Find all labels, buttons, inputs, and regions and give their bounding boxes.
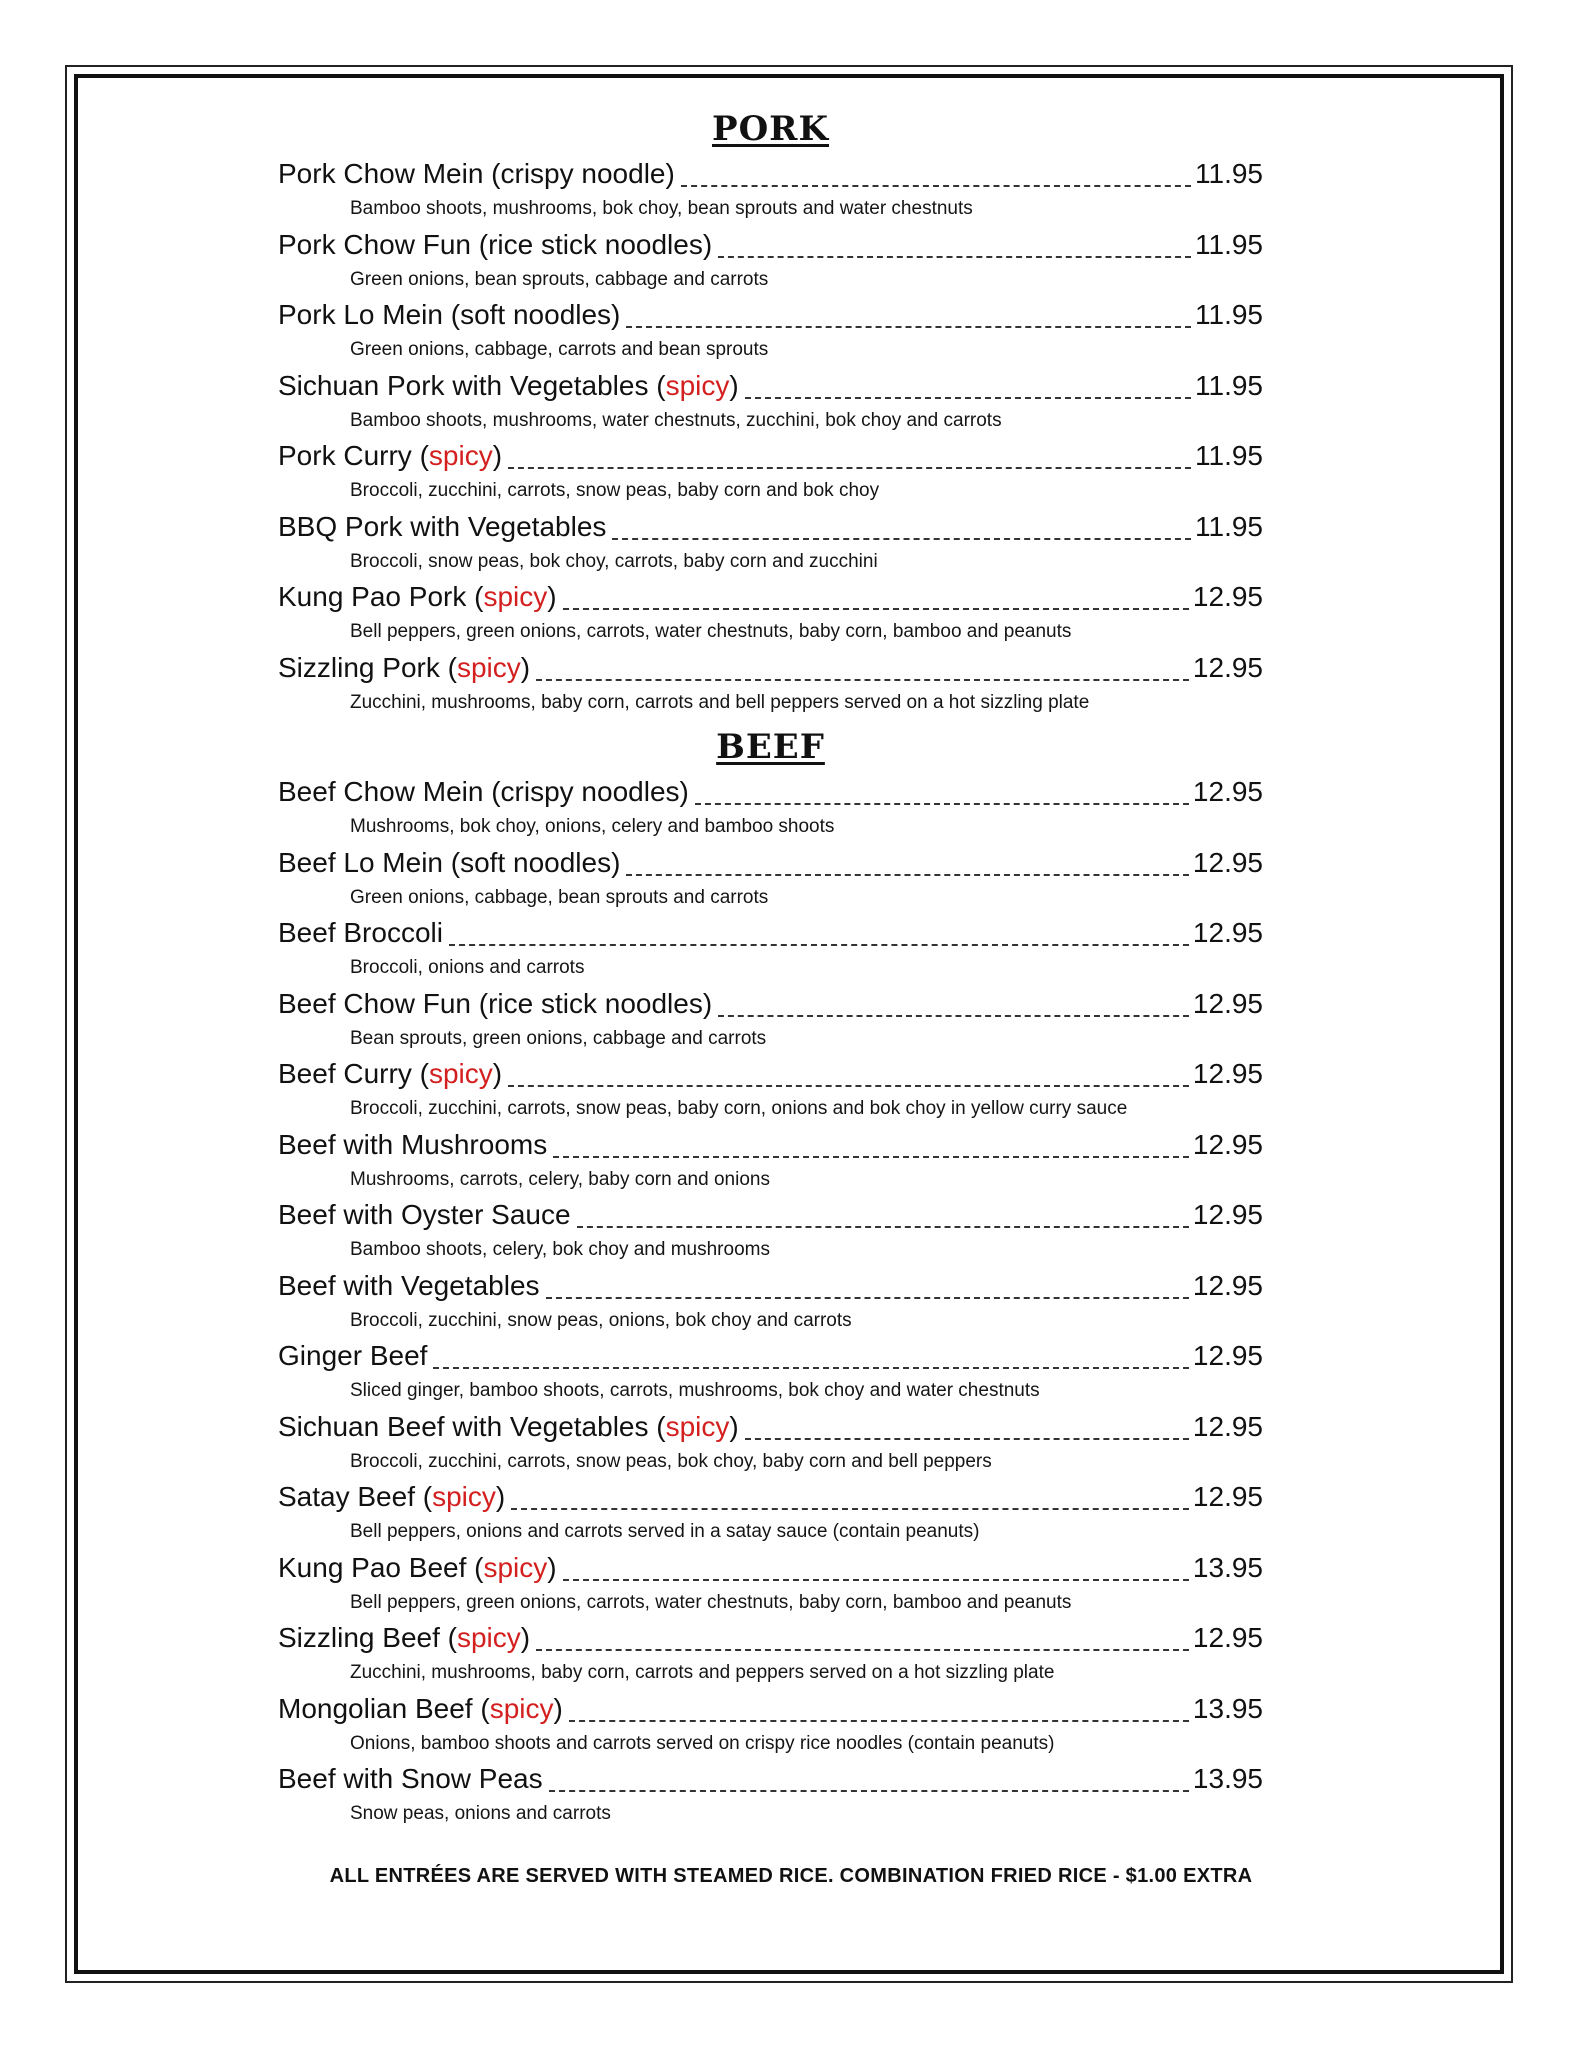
- menu-item-description: Broccoli, onions and carrots: [350, 957, 585, 978]
- menu-item-description: Bamboo shoots, celery, bok choy and mushrooms: [350, 1239, 770, 1260]
- spicy-label: spicy: [665, 369, 730, 401]
- menu-item-name: [278, 1335, 427, 1377]
- menu-item-name: [278, 1194, 571, 1236]
- spicy-label: spicy: [483, 581, 548, 612]
- dotted-leader: [511, 1508, 1189, 1510]
- menu-item-name-text: Sizzling Pork: [278, 651, 440, 683]
- menu-item-name: [278, 1265, 540, 1307]
- menu-item: [278, 1476, 1263, 1547]
- dotted-leader: [695, 803, 1189, 805]
- beef-items: [278, 771, 1263, 1829]
- menu-item-name-text: Sizzling Beef: [278, 1622, 440, 1653]
- menu-item-price: 11.95: [1195, 440, 1263, 471]
- menu-item-description: Broccoli, snow peas, bok choy, carrots, baby corn and zucchini: [350, 550, 878, 572]
- menu-item-description: Bell peppers, onions and carrots served in a satay sauce (contain peanuts): [350, 1521, 980, 1542]
- menu-item-name-text: Beef Chow Mein (crispy noodles): [278, 776, 689, 807]
- menu-item: [278, 771, 1263, 842]
- menu-item-name: Sizzling Beef (spicy): [278, 1622, 531, 1653]
- menu-item: [278, 1194, 1263, 1265]
- menu-item: [278, 1758, 1263, 1829]
- menu-item-name-text: Pork Curry: [278, 440, 412, 471]
- menu-item-name-text: Beef Lo Mein (soft noodles): [278, 846, 621, 878]
- dotted-leader: [577, 1226, 1189, 1228]
- menu-item-description: Broccoli, zucchini, snow peas, onions, bok choy and carrots: [350, 1309, 852, 1331]
- menu-item-price: 12.95: [1192, 987, 1263, 1019]
- menu-item-name: Satay Beef (spicy): [278, 1481, 506, 1512]
- dotted-leader: [433, 1367, 1189, 1369]
- menu-item-description: Broccoli, zucchini, carrots, snow peas, bok choy, baby corn and bell peppers: [350, 1450, 992, 1472]
- menu-item-line: [278, 365, 1263, 407]
- dotted-leader: [569, 1720, 1189, 1722]
- dotted-leader: [745, 397, 1191, 399]
- dotted-leader: [449, 944, 1189, 946]
- menu-item-name: [278, 506, 606, 548]
- menu-item-price: 11.95: [1195, 158, 1263, 189]
- menu-item: [278, 983, 1263, 1054]
- menu-item-name-text: Satay Beef: [278, 1481, 415, 1512]
- menu-item-description: Bamboo shoots, mushrooms, bok choy, bean sprouts and water chestnuts: [350, 198, 973, 219]
- menu-item-name: Sichuan Pork with Vegetables (spicy): [278, 369, 739, 401]
- menu-item-name-text: Pork Chow Fun (rice stick noodles): [278, 228, 713, 260]
- menu-item-price: 13.95: [1192, 1763, 1263, 1794]
- menu-item-line: [278, 294, 1263, 336]
- spicy-label: spicy: [432, 1481, 496, 1512]
- menu-item: [278, 365, 1263, 436]
- menu-item-name-text: Beef with Mushrooms: [278, 1128, 548, 1160]
- menu-item-line: [278, 1406, 1263, 1448]
- dotted-leader: [563, 1579, 1189, 1581]
- menu-item-name-text: BBQ Pork with Vegetables: [278, 510, 607, 542]
- menu-item-description: Zucchini, mushrooms, baby corn, carrots and bell peppers served on a hot sizzling plate: [350, 691, 1090, 713]
- menu-item-line: [278, 1758, 1263, 1800]
- spicy-label: spicy: [428, 440, 493, 471]
- dotted-leader: [681, 185, 1191, 187]
- menu-item-description: Mushrooms, carrots, celery, baby corn and onions: [350, 1168, 770, 1190]
- menu-item-name: [278, 153, 675, 195]
- menu-item-name: [278, 224, 712, 266]
- menu-item-name-text: Beef Curry: [278, 1058, 412, 1089]
- menu-item-name-text: Beef with Oyster Sauce: [278, 1199, 571, 1230]
- dotted-leader: [718, 256, 1191, 258]
- menu-content: [278, 105, 1263, 1829]
- menu-item: [278, 1406, 1263, 1477]
- menu-item-price: 12.95: [1192, 1340, 1263, 1371]
- menu-item: [278, 435, 1263, 506]
- menu-item-price: 13.95: [1192, 1692, 1263, 1724]
- menu-item-description: Bell peppers, green onions, carrots, water chestnuts, baby corn, bamboo and peanuts: [350, 1591, 1072, 1613]
- menu-item-price: 12.95: [1192, 651, 1263, 683]
- spicy-label: spicy: [456, 1622, 521, 1653]
- menu-item-price: 12.95: [1192, 776, 1263, 807]
- spicy-label: spicy: [483, 1551, 548, 1583]
- menu-item-price: 13.95: [1192, 1551, 1263, 1583]
- menu-item: [278, 576, 1263, 647]
- menu-item: [278, 842, 1263, 913]
- spicy-label: spicy: [428, 1058, 493, 1089]
- menu-item-name-text: Pork Chow Mein (crispy noodle): [278, 158, 675, 189]
- menu-item: [278, 224, 1263, 295]
- menu-item-price: 12.95: [1192, 1128, 1263, 1160]
- menu-item-name-text: Kung Pao Beef: [278, 1551, 467, 1583]
- menu-item-description: Bean sprouts, green onions, cabbage and carrots: [350, 1027, 767, 1049]
- menu-item-line: [278, 1617, 1263, 1659]
- menu-item-line: [278, 842, 1263, 884]
- dotted-leader: [745, 1438, 1189, 1440]
- menu-item-name: Sizzling Pork (spicy): [278, 651, 531, 683]
- menu-item-description: Green onions, cabbage, carrots and bean sprouts: [350, 339, 769, 360]
- menu-item-name: Sichuan Beef with Vegetables (spicy): [278, 1410, 739, 1442]
- menu-item-name: Kung Pao Pork (spicy): [278, 581, 557, 612]
- menu-item: [278, 1124, 1263, 1195]
- dotted-leader: [508, 1085, 1189, 1087]
- menu-item-name: [278, 983, 712, 1025]
- menu-item-description: Snow peas, onions and carrots: [350, 1803, 611, 1824]
- menu-item-name-text: Beef Chow Fun (rice stick noodles): [278, 987, 713, 1019]
- section-title-pork: PORK: [712, 109, 829, 149]
- menu-item-name: [278, 1758, 543, 1800]
- menu-item-name-text: Pork Lo Mein (soft noodles): [278, 299, 621, 330]
- dotted-leader: [553, 1156, 1189, 1158]
- menu-item: [278, 1265, 1263, 1336]
- menu-item-name-text: Sichuan Beef with Vegetables: [278, 1410, 649, 1442]
- menu-item-price: 12.95: [1192, 581, 1263, 612]
- menu-item: [278, 912, 1263, 983]
- dotted-leader: [536, 679, 1189, 681]
- menu-item-name: Pork Curry (spicy): [278, 440, 503, 471]
- menu-item-name: [278, 771, 689, 813]
- dotted-leader: [549, 1790, 1189, 1792]
- menu-item-name: [278, 842, 620, 884]
- menu-item: [278, 1547, 1263, 1618]
- menu-item-description: Bamboo shoots, mushrooms, water chestnuts, zucchini, bok choy and carrots: [350, 409, 1002, 431]
- menu-item-description: Green onions, bean sprouts, cabbage and carrots: [350, 268, 769, 290]
- dotted-leader: [546, 1297, 1189, 1299]
- menu-item-description: Broccoli, zucchini, carrots, snow peas, baby corn, onions and bok choy in yellow curry sauce: [350, 1098, 1128, 1119]
- menu-item-name: [278, 294, 620, 336]
- menu-item-name: Mongolian Beef (spicy): [278, 1692, 563, 1724]
- menu-item-name-text: Mongolian Beef: [278, 1692, 473, 1724]
- menu-item-line: [278, 224, 1263, 266]
- menu-item-name: [278, 1124, 547, 1166]
- menu-item-price: 12.95: [1192, 1269, 1263, 1301]
- menu-item: [278, 1053, 1263, 1124]
- dotted-leader: [508, 467, 1191, 469]
- menu-item-name-text: Beef with Snow Peas: [278, 1763, 543, 1794]
- menu-item-description: Onions, bamboo shoots and carrots served on crispy rice noodles (contain peanuts): [350, 1732, 1055, 1754]
- menu-item: [278, 1688, 1263, 1759]
- dotted-leader: [563, 608, 1189, 610]
- dotted-leader: [536, 1649, 1189, 1651]
- menu-item-name: Kung Pao Beef (spicy): [278, 1551, 557, 1583]
- menu-item-price: 12.95: [1192, 1622, 1263, 1653]
- menu-item-price: 12.95: [1192, 846, 1263, 878]
- dotted-leader: [626, 326, 1191, 328]
- dotted-leader: [626, 874, 1189, 876]
- menu-item-price: 11.95: [1195, 299, 1263, 330]
- menu-item-name: Beef Curry (spicy): [278, 1058, 503, 1089]
- dotted-leader: [718, 1015, 1189, 1017]
- menu-item-name-text: Beef Broccoli: [278, 917, 443, 948]
- menu-item-description: Mushrooms, bok choy, onions, celery and bamboo shoots: [350, 816, 835, 837]
- menu-item-price: 12.95: [1192, 1199, 1263, 1230]
- menu-item: [278, 506, 1263, 577]
- menu-item-name-text: Beef with Vegetables: [278, 1269, 540, 1301]
- menu-item-price: 11.95: [1195, 510, 1263, 542]
- menu-item-price: 12.95: [1192, 1058, 1263, 1089]
- pork-items: [278, 153, 1263, 717]
- menu-item-description: Sliced ginger, bamboo shoots, carrots, mushrooms, bok choy and water chestnuts: [350, 1380, 1040, 1401]
- menu-item-line: [278, 1194, 1263, 1236]
- menu-item: [278, 294, 1263, 365]
- menu-item-description: Broccoli, zucchini, carrots, snow peas, baby corn and bok choy: [350, 480, 880, 501]
- menu-item-description: Zucchini, mushrooms, baby corn, carrots and peppers served on a hot sizzling plate: [350, 1662, 1055, 1683]
- spicy-label: spicy: [489, 1692, 554, 1724]
- dotted-leader: [612, 538, 1191, 540]
- menu-item-line: [278, 506, 1263, 548]
- menu-item-line: [278, 771, 1263, 813]
- spicy-label: spicy: [456, 651, 521, 683]
- menu-item-price: 12.95: [1192, 917, 1263, 948]
- menu-item-name: [278, 912, 443, 954]
- menu-item-price: 11.95: [1195, 369, 1263, 401]
- menu-item-description: Green onions, cabbage, bean sprouts and carrots: [350, 886, 769, 908]
- menu-item-name-text: Sichuan Pork with Vegetables: [278, 369, 649, 401]
- menu-item-line: [278, 435, 1263, 477]
- menu-item-line: [278, 1688, 1263, 1730]
- menu-item: [278, 647, 1263, 718]
- menu-item-name-text: Ginger Beef: [278, 1340, 428, 1371]
- footer-note: ALL ENTRÉES ARE SERVED WITH STEAMED RICE. COMBINATION FRIED RICE - $1.00 EXTRA: [329, 1865, 1253, 1887]
- spicy-label: spicy: [665, 1410, 730, 1442]
- menu-item: [278, 1617, 1263, 1688]
- menu-item: [278, 153, 1263, 224]
- menu-item-name-text: Kung Pao Pork: [278, 581, 467, 612]
- menu-item-line: [278, 1335, 1263, 1377]
- menu-item-line: [278, 1547, 1263, 1589]
- menu-item-line: [278, 1476, 1263, 1518]
- menu-item-line: [278, 1124, 1263, 1166]
- menu-item-line: [278, 153, 1263, 195]
- menu-item-line: [278, 912, 1263, 954]
- section-title-beef: BEEF: [716, 727, 825, 767]
- menu-item-price: 11.95: [1195, 228, 1263, 260]
- menu-item-description: Bell peppers, green onions, carrots, water chestnuts, baby corn, bamboo and peanuts: [350, 621, 1072, 642]
- menu-item-line: [278, 1265, 1263, 1307]
- menu-item-line: [278, 983, 1263, 1025]
- menu-item-line: [278, 647, 1263, 689]
- menu-item-line: [278, 576, 1263, 618]
- menu-item: [278, 1335, 1263, 1406]
- menu-item-price: 12.95: [1192, 1481, 1263, 1512]
- menu-item-line: [278, 1053, 1263, 1095]
- menu-item-price: 12.95: [1192, 1410, 1263, 1442]
